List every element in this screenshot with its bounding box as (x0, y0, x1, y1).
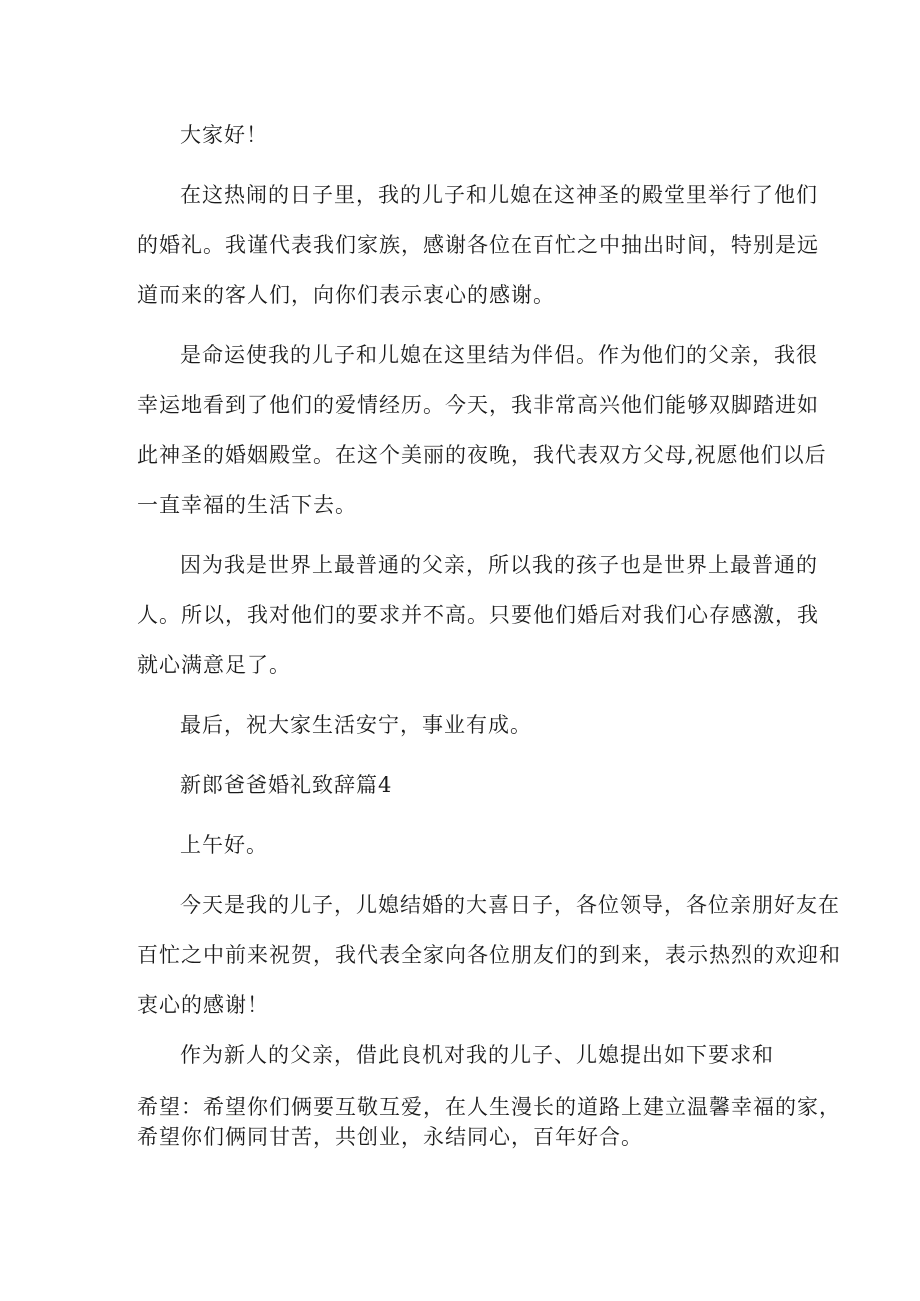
paragraph-4-line-2: 百忙之中前来祝贺，我代表全家向各位朋友们的到来，表示热烈的欢迎和 (137, 943, 841, 967)
greeting-line-2: 上午好。 (180, 833, 268, 857)
paragraph-3-line-3: 就心满意足了。 (137, 653, 291, 677)
greeting-line: 大家好！ (180, 123, 268, 147)
paragraph-5-line-3: 希望你们俩同甘苦，共创业，永结同心，百年好合。 (137, 1125, 643, 1149)
section-title: 新郎爸爸婚礼致辞篇4 (180, 773, 393, 797)
paragraph-5-line-2: 希望：希望你们俩要互敬互爱，在人生漫长的道路上建立温馨幸福的家， (137, 1095, 841, 1119)
paragraph-2-line-1: 是命运使我的儿子和儿媳在这里结为伴侣。作为他们的父亲，我很 (180, 343, 818, 367)
paragraph-2-line-4: 一直幸福的生活下去。 (137, 493, 357, 517)
paragraph-3-line-1: 因为我是世界上最普通的父亲，所以我的孩子也是世界上最普通的 (180, 553, 818, 577)
paragraph-4-line-3: 衷心的感谢！ (137, 993, 269, 1017)
paragraph-1-line-1: 在这热闹的日子里，我的儿子和儿媳在这神圣的殿堂里举行了他们 (180, 183, 818, 207)
paragraph-2-line-3: 此神圣的婚姻殿堂。在这个美丽的夜晚，我代表双方父母,祝愿他们以后 (137, 443, 827, 467)
paragraph-5-line-1: 作为新人的父亲，借此良机对我的儿子、儿媳提出如下要求和 (180, 1043, 774, 1067)
paragraph-2-line-2: 幸运地看到了他们的爱情经历。今天，我非常高兴他们能够双脚踏进如 (137, 393, 819, 417)
closing-line: 最后，祝大家生活安宁，事业有成。 (180, 713, 532, 737)
paragraph-1-line-3: 道而来的客人们，向你们表示衷心的感谢。 (137, 283, 555, 307)
paragraph-4-line-1: 今天是我的儿子，儿媳结婚的大喜日子，各位领导，各位亲朋好友在 (180, 893, 840, 917)
paragraph-1-line-2: 的婚礼。我谨代表我们家族，感谢各位在百忙之中抽出时间，特别是远 (137, 233, 819, 257)
paragraph-3-line-2: 人。所以，我对他们的要求并不高。只要他们婚后对我们心存感激，我 (137, 603, 819, 627)
